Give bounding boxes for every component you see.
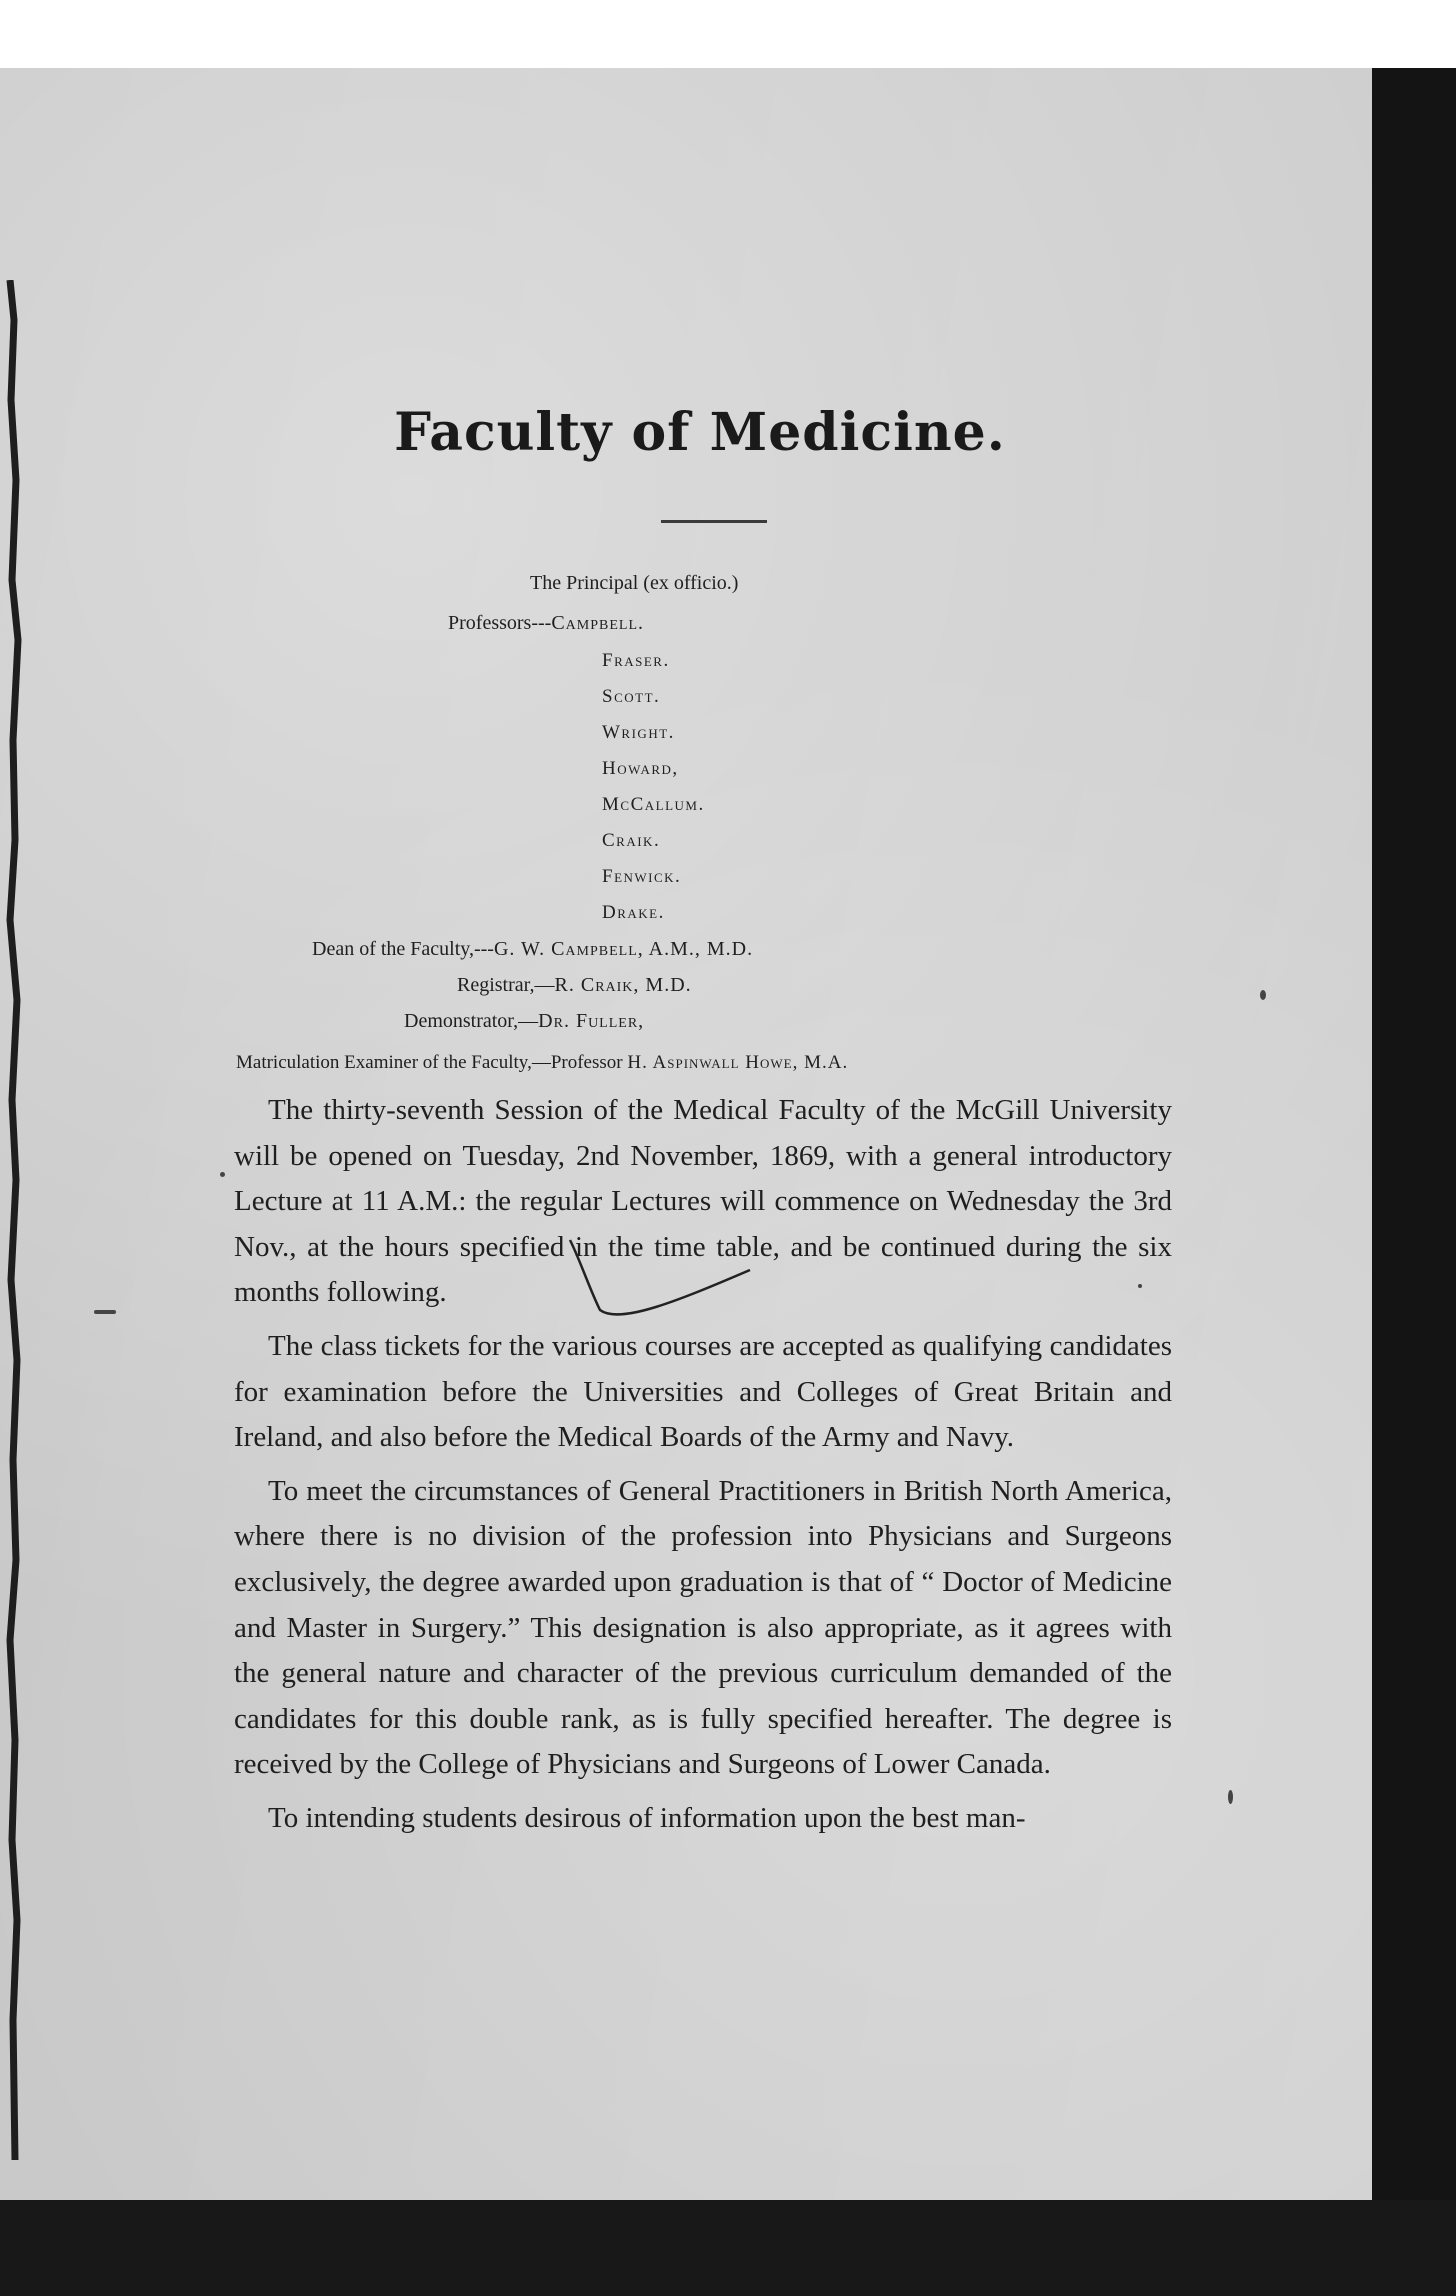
professor-name: Howard, (602, 758, 679, 779)
paragraph-students: To intending students desirous of information upon the best man- (268, 1801, 1026, 1834)
demonstrator-label: Demonstrator,— (404, 1010, 539, 1032)
principal-line: The Principal (ex officio.) (530, 572, 739, 594)
dean-line (312, 938, 753, 961)
ink-speck (220, 1172, 225, 1177)
professor-name: McCallum. (602, 794, 705, 815)
title-divider (661, 520, 767, 523)
scan-shadow-right (1372, 68, 1456, 2296)
ink-speck (1228, 1790, 1233, 1804)
examiner-label: Matriculation Examiner of the Faculty,—Professor (236, 1052, 623, 1073)
professor-name: Wright. (602, 722, 675, 743)
demonstrator-line (404, 1010, 644, 1033)
professor-name: Campbell. (551, 612, 644, 634)
handwritten-pen-mark (560, 1200, 760, 1330)
faculty-heading: Faculty of Medicine. (394, 402, 1006, 463)
dean-label: Dean of the Faculty,--- (312, 938, 494, 960)
dean-name: G. W. Campbell, A.M., M.D. (493, 938, 754, 960)
ink-speck (94, 1310, 116, 1314)
professor-name: Drake. (602, 902, 665, 923)
paragraph-class-tickets: The class tickets for the various courses are accepted as qualifying candidates for examination before the Universities and Colleges of Great Britain and Ireland, and also before the Medical Boards of the Army and Navy. (234, 1329, 1172, 1454)
ink-speck (1138, 1284, 1142, 1288)
scan-shadow-bottom (0, 2200, 1456, 2296)
professor-name: Fenwick. (602, 866, 682, 887)
torn-left-edge (4, 280, 24, 2160)
professors-line (448, 612, 644, 635)
paragraph-session: The thirty-seventh Session of the Medical Faculty of the McGill University will be opened on Tuesday, 2nd November, 1869, with a general introductory Lecture at 11 A.M.: the regular Lectures will commence on Wednesday the 3rd Nov., at the hours specified in the time table, and be continued during the six months following. (234, 1094, 1172, 1309)
registrar-line (457, 974, 692, 997)
registrar-label: Registrar,— (457, 974, 555, 996)
ink-speck (1260, 990, 1266, 1000)
professor-name: Craik. (602, 830, 661, 851)
registrar-name: R. Craik, M.D. (554, 974, 692, 996)
examiner-name: H. Aspinwall Howe, M.A. (627, 1052, 849, 1073)
paragraph-degree: To meet the circumstances of General Practitioners in British North America, where there is no division of the profession into Physicians and Surgeons exclusively, the degree awarded upon graduation is that of “ Doctor of Medicine and Master in Surgery.” This designation is also appropriate, as it agrees with the general nature and character of the previous curriculum demanded of the candidates for this double rank, as is fully specified hereafter. The degree is received by the College of Physicians and Surgeons of Lower Canada. (234, 1474, 1172, 1781)
professor-name: Scott. (602, 686, 661, 707)
professor-name: Fraser. (602, 650, 670, 671)
examiner-line (236, 1052, 848, 1074)
professors-label: Professors--- (448, 612, 552, 634)
demonstrator-name: Dr. Fuller, (538, 1010, 645, 1032)
